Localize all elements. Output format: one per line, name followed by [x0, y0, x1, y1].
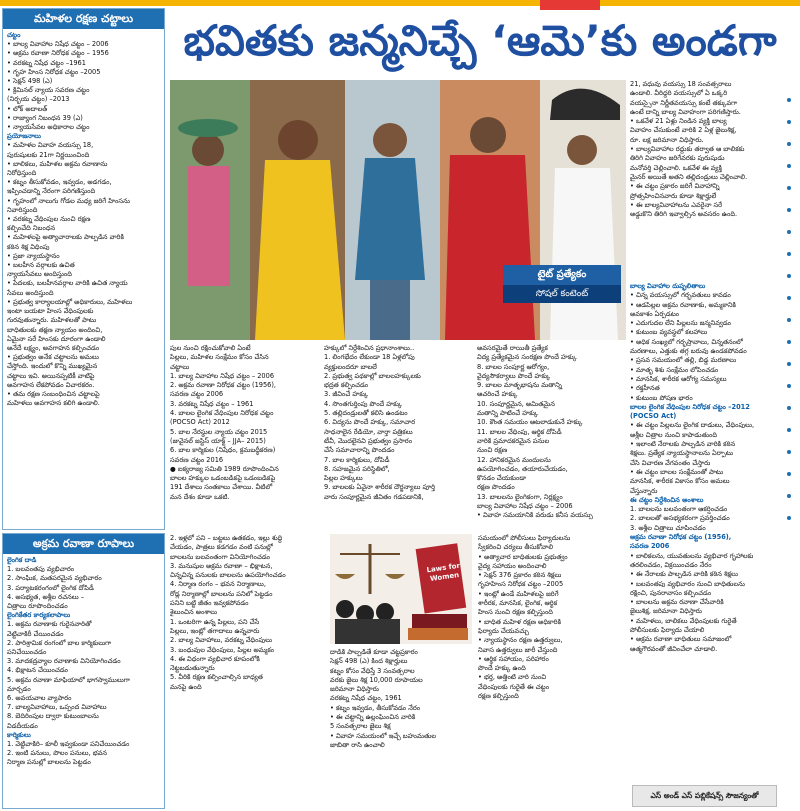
left_box.lines-line: అనేదే లక్ష్యం, అవగాహన కల్పించడం [7, 343, 100, 352]
text-line: వైద్యసౌకర్యాలు పొందే హక్కు [477, 371, 551, 380]
right_bot-line: • రక్తహీనత [630, 384, 660, 393]
right_bot-line: • ఈ నేరాలకు పాల్పడిన వారికి కఠిన శిక్షలు [630, 570, 739, 579]
text-line: పొందే హక్కు ఉంది [478, 664, 526, 673]
text-line: 191 దేశాలు సంతకాలు చేశాయి. వీటిలో [170, 483, 273, 492]
text-line: 6. బాల కార్మికుల (నిషేధం, క్రమబద్ధీకరణ) [170, 446, 276, 455]
text-line: మైనర్ అయితే అతని తల్లిదండ్రులు చెల్లించాలి. [630, 172, 748, 181]
right_bot-line: • మహిళలు, బాలికలు వేధింపులకు గురైతే [630, 616, 737, 625]
right_bot-line: • అధిక సంఖ్యలో గర్భస్రావాలు, చిన్నతనంలో [630, 337, 743, 346]
bottom_box.lines-line: 3. మాదకద్రవ్యాల రవాణాకు వినియోగించడం [7, 657, 121, 666]
text-line: 3. మనుషుల అక్రమ రవాణా – భిక్షాటన, [170, 561, 273, 570]
text-line: వరకు జైలు శిక్ష 10,000 రూపాయల [330, 675, 423, 684]
text-line: 3. వరకట్న నిషేధ చట్టం – 1961 [170, 399, 254, 408]
text-line: 2. ఇళ్లలో పని – బట్టలు ఉతకడం, ఇల్లు శుద్ధి [170, 534, 283, 542]
text-line: వారికి ప్రమాదకరమైన పనుల [477, 436, 550, 445]
text-line: చట్టాలు [170, 362, 190, 371]
text-line: తిరిగి వివాహం జరిగేవరకు పురుషుడు [630, 154, 725, 163]
left_box.lines-line: గురవుతున్నారు. మహిళలతో పాటు [7, 316, 97, 325]
box-title: అక్రమ రవాణా రూపాలు [3, 534, 164, 554]
page-headline: భవితకు జన్మనిచ్చే ‘ఆమె’కు అండగా [183, 16, 777, 65]
text-line: కొనడం చేయకుండా [477, 474, 527, 483]
right_bot-line: • మాతృ శిశు సంక్షేమం లోపించడం [630, 365, 719, 374]
right_bot-line: చేసి విచారణ వేగవంతం చేస్తారు [630, 458, 711, 467]
right_bot-line: రక్షించి, పునరావాసం కల్పించడం [630, 588, 712, 597]
text-line: హింస నుంచి రక్షణ కల్పిస్తుంది [478, 608, 553, 617]
text-line: శైలుంచిన అంశాలు [170, 608, 218, 617]
left_box.lines-line: • పేదలకు, బలహీనవర్గాల వారికి ఉచిత న్యాయ [7, 279, 128, 288]
left_box.lines-line: • ప్రభుత్వ కార్యాలయాల్లో అధికారులు, మహిళలు [7, 297, 133, 306]
right_bot-line: • ఈ చట్టం పిల్లలను లైంగిక దాడులు, వేధింపులు, [630, 421, 755, 430]
text-line: 3. బంధువుల వేధింపులు, పిల్లల అమ్మకం [170, 645, 275, 654]
text-line: 4. సొంతగుర్తింపు పొందే హక్కు [324, 399, 402, 408]
bottom_box.lines-line: 5. అక్రమ రవాణా మాఫియాలో భాగస్వాములుగా [7, 675, 130, 684]
left_box.lines-line: నివారిస్తుంది [7, 205, 38, 214]
bottom_box.lines-line: 1. వెట్టిచాకిరి– కూలీ ఇవ్వకుండా పనిచేయించడం [7, 740, 130, 749]
right_bot-line: • బలవంతపు వ్యభిచారం నుంచి బాధితులను [630, 579, 745, 588]
article-column-bottom-3 [330, 648, 475, 810]
bottom_box.lines-line: కార్మికులు [7, 730, 31, 739]
text-line: (POCSO Act) 2012 [170, 418, 230, 427]
text-line: • ఈ చట్టాన్ని ఉల్లంఘించిన వారికి [330, 713, 416, 722]
text-line: ఉండాలి. వీరిద్దరి వయస్సులో ఏ ఒక్కరి [630, 89, 728, 98]
right_bot-line: • కుటుంబ వ్యవస్థలో కలహాలు [630, 328, 708, 337]
text-line: 2. అక్రమ రవాణా నిరోధక చట్టం (1956), [170, 381, 277, 390]
right_bot-line: • కుటుంబ పోషణ భారం [630, 393, 693, 402]
text-line: 9. బాలలకు ఏవైనా శారీరక దౌర్జన్యాలు పూర్తి [324, 483, 436, 492]
text-line: నెట్టబడుతున్నారు [170, 664, 215, 673]
text-line: టీవీ, మొదలైనవి ప్రభుత్వం ప్రసారం [324, 436, 413, 445]
trafficking-list [3, 554, 164, 770]
left_box.lines-line: • అక్రమ రవాణా నిరోధక చట్టం – 1956 [7, 49, 109, 58]
text-line: చేయడం, పాత్రలు కడగడం వంటి పనుల్లో [170, 543, 273, 552]
text-line: 4. బాలల లైంగిక వేధింపుల నిరోధక చట్టం [170, 409, 274, 418]
bottom_box.lines-line: మార్చడం [7, 684, 31, 693]
text-line: వరకట్న నిషేధ చట్టం, 1961 [330, 694, 402, 703]
right_bot-line: • ప్రసవ సమయంలో తల్లి, బిడ్డ మరణాలు [630, 356, 737, 365]
text-line: 6. విద్యను పొందే హక్కు, సమాచార [324, 418, 416, 427]
text-line: సవరణ చట్టం 2006 [170, 390, 224, 399]
text-line: మన దేశం కూడా ఒకటి. [170, 492, 230, 501]
women-protection-laws-box [2, 8, 165, 530]
left_box.lines-line: • ప్రజా న్యాయస్థానం [7, 251, 60, 260]
left_box.lines-line: • వరకట్న వేధింపుల నుంచి రక్షణ [7, 215, 91, 224]
bottom_box.lines-line: లైంగికేతర కార్యకలాపాలు [7, 611, 71, 620]
text-line: • ఒకవేళ 21 ఏళ్లు నిండిన వ్యక్తి బాల్య [630, 117, 727, 126]
book-label: Laws for Women [426, 561, 461, 583]
left_box.lines-line: • తమ రక్షణ సంబంధించిన చట్టాలపై [7, 389, 100, 398]
scales-and-books-illustration [330, 534, 472, 644]
text-line: • వివాహ సమయంలో ఇచ్చే బహుమతుల [330, 731, 437, 740]
left_box.lines-line: ఏమైనా సరే హింసకు దూరంగా ఉండాలి [7, 334, 106, 343]
text-line: అవసరమైతే రాయితీ ప్రత్యేక [477, 344, 548, 352]
author-tag: సోషల్ కంటెంట్ [503, 285, 621, 303]
text-line: రోడ్ల నిర్మాణాల్లో బాలలను పనిలో పెట్టడం [170, 589, 273, 598]
text-line: భద్రత కల్పించడం [324, 381, 369, 390]
text-line: 4. నిర్మాణ రంగం – భవన నిర్మాణాలు, [170, 580, 266, 589]
right_bot-line: 1. బాలలను బలవంతంగా ఆకర్షించడం [630, 505, 728, 514]
right_bot-line: చేస్తున్నారు [630, 486, 658, 495]
left_box.lines-line: • రాజ్యాంగ నిబంధన 39 (ఎ) [7, 113, 83, 122]
right_bot-line: 3. అశ్లీల చిత్రాలు చూపించడం [630, 523, 706, 532]
text-line: అడ్డుకొని తిరిగి ఇవ్వాల్సిన అవసరం ఉంది. [630, 210, 738, 219]
left_box.lines-line: బాధితులకు తక్షణ న్యాయం అందించి, [7, 325, 103, 334]
text-line: మతాన్ని పాటించే హక్కు [477, 409, 538, 418]
text-line: నివాస ఉత్తర్వులు జారీ చేస్తుంది [478, 645, 558, 654]
text-line: • ఈ చట్టం ప్రకారం జరిగే వివాహాన్ని [630, 182, 720, 191]
text-line: ఉపయోగించడం, తయారుచేయడం, [477, 464, 568, 473]
text-line: మనోవర్తి చెల్లించాలి. ఒకవేళ ఈ వ్యక్తి [630, 163, 722, 172]
text-line: ఫిర్యాదు చేయవచ్చు [478, 626, 529, 635]
left_box.lines-line: చట్టం [7, 31, 21, 39]
publisher-credit: ఎస్ అండ్ ఎస్ పబ్లికేషన్స్ సౌజన్యంతో [632, 785, 777, 807]
women-photo-collage [170, 80, 626, 340]
right_bot-line: 2. బాలలతో అసభ్యకరంగా ప్రవర్తించడం [630, 514, 730, 523]
text-line: పిల్లల హక్కులు [324, 474, 363, 483]
text-line: 11. బాలల వేధింపు, ఆర్థిక దోపిడీ [477, 427, 562, 436]
left_box.lines-line: మహిళలు అవగాహన కలిగి ఉండాలి. [7, 399, 100, 408]
article-column-bottom-2 [170, 534, 330, 810]
left_box.lines-line: • సెక్షన్ 498 (ఎ) [7, 77, 53, 86]
text-line: పిల్లలు, ఇంట్లో తగాదాలు ఉన్నవారు [170, 626, 260, 635]
text-line: పిల్లలు, మహిళల సంక్షేమం కోసం చేసిన [170, 353, 269, 362]
article-column-2 [324, 344, 474, 524]
laws-list [3, 29, 164, 410]
bottom_box.lines-line: చిత్రాలు రూపొందించడం [7, 602, 68, 611]
text-line: • ఇంట్లో ఉండే మహిళలపై జరిగే [478, 589, 559, 598]
right_bot-line: ఆత్మగౌరవంతో జీవించేలా చూడాలి. [630, 644, 718, 653]
text-line: పుల నుంచి రక్షించుకోవాలి ఏంటే [170, 344, 251, 352]
right_bot-line: తరలించడం, విక్రయించడం నేరం [630, 560, 712, 569]
text-line: 8. బాలల సంపూర్ణ ఆరోగ్యం, [477, 362, 550, 371]
right_bot-line: ఈ చట్టం నిర్దేశించిన అంశాలు [630, 495, 704, 504]
text-line: కట్నం కోసం వేధిస్తే 3 సంవత్సరాల [330, 666, 415, 675]
left_box.lines-line: • వరకట్న నిషేధ చట్టం –1961 [7, 58, 86, 67]
text-line: 21, వధువు వయస్సు 18 సంవత్సరాలు [630, 80, 732, 88]
left_box.lines-line: చేస్తోంది. ఇందులో కొన్ని ముఖ్యమైన [7, 362, 98, 371]
text-line: ఉంటే దాన్ని బాల్య వివాహంగా పరిగణిస్తారు. [630, 107, 741, 116]
bottom_box.lines-line: 4. అసభ్యత, అశ్లీల రచనలు – [7, 592, 85, 601]
text-line: బాల్య వివాహాల నిషేధ చట్టం – 2006 [477, 502, 573, 511]
article-column-right-bottom [630, 282, 775, 782]
right_bot-line: • బాలలను అక్రమ రవాణా చేసేవారికి [630, 598, 724, 607]
text-line: 5. బాల నేరస్థుల న్యాయ చట్టం 2015 [170, 427, 268, 436]
text-line: 12. హానికరమైన మందులను [477, 455, 551, 464]
text-line: 10. కౌంత సమయం ఆటలాడుకునే హక్కు [477, 418, 583, 427]
bottom_box.lines-line: 7. బాల్యవివాహాలు, ఒప్పంద వివాహాలు [7, 703, 107, 712]
left_box.lines-line: ఇప్పించడాన్ని నేరంగా పరిగణిస్తుంది [7, 187, 96, 196]
text-line: రక్షణ పొందడం [477, 483, 515, 492]
right_bot-line: అవకాశం ఏర్పడటం [630, 309, 680, 318]
right_bot-line: • ఆడపిల్లల అక్రమ రవాణాకు, అమ్మకానికి [630, 300, 736, 309]
text-line: 7. బాల కార్మికులు, దోపిడీ [324, 455, 390, 464]
article-column-1 [170, 344, 320, 524]
trafficking-forms-box [2, 533, 165, 809]
text-line: పనిని బట్టి జీతం ఇవ్వకపోవడం [170, 599, 249, 608]
text-line: (జువైనల్ జస్టిస్ యాక్ట్ – JJA– 2015) [170, 436, 266, 445]
right_bot-line: (POCSO Act) [630, 412, 677, 421]
text-line: • న్యాయస్థానం రక్షణ ఉత్తర్వులు, [478, 636, 563, 645]
text-line: 2. ప్రభుత్వ పథకాల్లో బాలలహక్కులకు [324, 371, 421, 380]
text-line: 5 సంవత్సరాల జైలు శిక్ష [330, 722, 391, 731]
text-line: 9. బాలల మాతృభాషను మతాన్ని [477, 381, 563, 390]
right_bot-line: సవరణ 2006 [630, 542, 670, 551]
text-line: బాలల హక్కుల ఒడంబడికపై ఒడంబడికపై [170, 474, 276, 483]
left_box.lines-line: • న్యాయసేవల అధికారాల చట్టం [7, 123, 90, 132]
text-line: వారు సంపూర్ణమైన జీవితం గడపడానికి, [324, 492, 424, 501]
box-title: మహిళల రక్షణ చట్టాలు [3, 9, 164, 29]
text-line: • బాల్యవివాహాల రద్దుకు తర్వాత ఆ బాలికకు [630, 145, 745, 154]
bottom_box.lines-line: విడదీయడం [7, 721, 38, 730]
text-line: ● ఐక్యరాజ్య సమితి 1989 రూపొందించిన [170, 464, 279, 473]
left_box.lines-line: • బలహీన వర్గాలకు ఉచిత [7, 261, 75, 270]
right_bot-line: • బాలికలను, యువతులను వ్యభిచార గృహాలకు [630, 551, 754, 560]
left_box.lines-line: • గృహ హింస నిరోధక చట్టం –2005 [7, 67, 101, 76]
bottom_box.lines-line: లైంగిక దాడి [7, 556, 37, 564]
article-column-right-top [630, 80, 775, 280]
text-line: నుంచి రక్షణ [477, 446, 508, 455]
bottom_box.lines-line: 8. బెదిరింపుల ద్వారా కుటుంబాలను [7, 712, 99, 721]
text-line: బాలలను బలవంతంగా వినియోగించడం [170, 552, 270, 561]
text-line: హక్కులో నిర్దేశించిన ప్రధానాంశాలు.. [324, 344, 415, 352]
right_bot-line: • చిన్న వయస్సులో గర్భవతులు కావడం [630, 291, 731, 300]
left_box.lines-line: ఇంటా బయటా హింస వేధింపులకు [7, 307, 94, 316]
text-line: వేధింపులకు గురైతే ఈ చట్టం [478, 682, 550, 691]
right_bot-line: మానసిక, శారీరక వికాసం కోసం అమలు [630, 477, 730, 486]
bottom_box.lines-line: 2. ఇంటి పనులు, పొలం పనులు, భవన [7, 749, 108, 758]
article-column-bottom-4 [478, 534, 628, 810]
bottom_box.lines-line: పనిచేయించడం [7, 648, 47, 657]
text-line: • కట్నం ఇవ్వడం, తీసుకోవడం నేరం [330, 703, 421, 712]
text-line: గృహహింస నిరోధక చట్టం –2005 [478, 580, 564, 589]
text-line: రూ. లక్ష జరిమానా విధిస్తారు. [630, 135, 704, 144]
text-line: • సెక్షన్ 376 ప్రకారం కఠిన శిక్షలు [478, 571, 562, 580]
right_bot-line: మరణాలు, ఎత్తుకు తగ్గ బరువు ఉండకపోవడం [630, 347, 747, 356]
text-line: • ఆర్థిక సహాయం, పరిహారం [478, 654, 549, 663]
text-line: 8. సహజమైన పరిస్థితిలో, [324, 464, 390, 473]
left_box.lines-line: నిరోధిస్తుంది [7, 169, 37, 178]
left_box.lines-line: • మహిళల వివాహ వయస్సు 18, [7, 141, 94, 150]
text-line: 1. ఒంటరిగా ఉన్న పిల్లలు, పని చేసే [170, 617, 260, 626]
text-line: సవరణ చట్టం 2016 [170, 455, 224, 464]
text-line: 3. జీవించే హక్కు [324, 390, 369, 399]
text-line: 2. బాల్య వివాహాలు, వరకట్న వేధింపులు [170, 636, 273, 645]
right_bot-line: • అక్రమ రవాణా బాధితులు సమాజంలో [630, 635, 732, 644]
right_bot-line: పోలీసులకు ఫిర్యాదు చేయాలి [630, 625, 705, 634]
left_box.lines-line: అవగాహన లేకపోవడం విచారకరం. [7, 380, 95, 389]
text-line: జరిమానా విధిస్తారు [330, 685, 379, 694]
left_box.lines-line: • ప్రభుత్వం అనేక చట్టాలను అమలు [7, 353, 99, 362]
text-line: చేసే సమాచారాన్ని పొందడం [324, 446, 395, 455]
left_box.lines-line: • క్రిమినల్ న్యాయ సవరణ చట్టం [7, 86, 90, 95]
top-color-strip [0, 0, 800, 6]
text-line: విద్య ప్రత్యేకమైన సంరక్షణ పొందే హక్కు [477, 353, 577, 362]
text-line: వయస్సైనా నిర్ణీతవయస్సు కంటే తక్కువగా [630, 98, 738, 107]
left_box.lines-line: • బాల్య వివాహాల నిషేధ చట్టం – 2006 [7, 40, 109, 49]
left_box.lines-line: పురుషులకు 21గా నిర్ణయించింది [7, 150, 90, 159]
text-line: • భర్త, అత్తింటి వారి నుంచి [478, 673, 547, 682]
text-line: స్వీకరించి చర్యలు తీసుకోవాలి [478, 543, 554, 552]
bottom_box.lines-line: 2. సాంఘిక, మతపరమైన వ్యభిచారం [7, 574, 102, 583]
text-line: దాడికి పాల్పడితే కూడా చట్టప్రకారం [330, 648, 418, 656]
right_bot-line: • ఎదుగుదల లేని పిల్లలను జన్మనివ్వడం [630, 319, 731, 328]
right-margin-bullets [780, 80, 798, 800]
left_box.lines-line: సేవలు అందిస్తుంది [7, 288, 54, 297]
text-line: 5. తల్లిదండ్రులతో కలిసి ఉండటం [324, 409, 408, 418]
text-line: ఆచరించే హక్కు [477, 390, 518, 399]
text-line: శారీరక, మానసిక, లైంగిక, ఆర్థిక [478, 599, 558, 608]
text-line: 1. బాల్య వివాహాల నిషేధ చట్టం – 2006 [170, 371, 275, 380]
text-line: • అత్యాచార బాధితులకు ప్రభుత్వం [478, 552, 568, 561]
left_box.lines-line: • మహిళలపై అత్యాచారాలకు పాల్పడిన వారికి [7, 233, 124, 242]
text-line: సాధనాలైన రేడియో, వార్తా పత్రికలు [324, 427, 413, 436]
right_bot-line: • ఇలాంటి నేరాలకు పాల్పడిన వారికి కఠిన [630, 440, 736, 449]
text-line: వివాహం చేసుకుంటే వారికి 2 ఏళ్ల జైలుశిక్ష, [630, 126, 737, 135]
text-line: వ్యక్తులందరూ బాలలే [324, 362, 377, 371]
text-line: • బాధిత మహిళ రక్షణ అధికారికి [478, 617, 562, 626]
right_bot-line: జైలుశిక్ష, జరిమానా విధిస్తారు [630, 607, 702, 616]
left_box.lines-line: కల్పించేది నిబంధన [7, 224, 56, 233]
bottom_box.lines-line: 1. బలవంతపు వ్యభిచారం [7, 565, 75, 574]
right_bot-line: • మానసిక, శారీరక ఆరోగ్య సమస్యలు [630, 374, 727, 383]
text-line: వైద్య సహాయం అందించాలి [478, 561, 547, 570]
left_box.lines-line: ప్రయోజనాలు [7, 132, 41, 141]
text-line: జాబితా రాసి ఉంచాలి [330, 740, 385, 749]
left_box.lines-line: (నిర్భయ చట్టం) –2013 [7, 95, 70, 104]
text-line: సమయంలో పోలీసులు ఫిర్యాదులను [478, 534, 571, 542]
bottom_box.lines-line: 2. పారిశ్రామిక రంగంలో బాల కార్మికులుగా [7, 638, 112, 647]
special-feature-tag: టైట్ ప్రత్యేకం [503, 265, 621, 285]
text-line: చిన్నచిన్న పనులకు బాలలను ఉపయోగించడం [170, 571, 286, 580]
right_bot-line: బాల్య వివాహాల దుష్ఫలితాలు [630, 282, 706, 290]
right_bot-line: అక్రమ రవాణా నిరోధక చట్టం (1956), [630, 533, 732, 542]
text-line: 10. సంపూర్ణమైన, అమితమైన [477, 399, 555, 408]
bottom_box.lines-line: నిర్మాణ పనుల్లో బాలలను పెట్టడం [7, 758, 91, 767]
bottom_box.lines-line: వెట్టిచాకిరీ చేయించడం [7, 629, 64, 638]
text-line: 1. లింగభేదం లేకుండా 18 ఏళ్లలోపు [324, 353, 415, 362]
bottom_box.lines-line: 1. అక్రమ రవాణాకు గురైనవారితో [7, 620, 92, 629]
text-line: సెక్షన్ 498 (ఎ) కింద శిక్షార్హులు [330, 657, 408, 666]
article-column-3 [477, 344, 627, 524]
right_bot-line: • ఈ చట్టం బాలల సంక్షేమంతో పాటు [630, 467, 724, 476]
text-line: మనపై ఉంది [170, 682, 202, 691]
right_bot-line: అశ్లీల చిత్రాల నుంచి కాపాడుతుంది [630, 430, 717, 439]
text-line: 4. ఈ విధంగా వ్యభిచార కూపంలోకి [170, 654, 260, 663]
top-accent-bar [540, 0, 600, 10]
right_bot-line: శిక్షలు. ప్రత్యేక న్యాయస్థానాలను ఏర్పాటు [630, 449, 734, 458]
bottom_box.lines-line: 6. అవయవాల వ్యాపారం [7, 694, 72, 703]
left_box.lines-line: • గృహంలో నాలుగు గోడల మధ్య జరిగే హింసను [7, 196, 130, 205]
left_box.lines-line: • బాలికలు, మహిళల అక్రమ రవాణాను [7, 159, 108, 168]
text-line: రక్షణ కల్పిస్తుంది [478, 692, 519, 701]
left_box.lines-line: కఠిన శిక్ష విధింపు [7, 242, 50, 251]
text-line: 5. వీరికి రక్షణ కల్పించాల్సిన బాధ్యత [170, 673, 263, 682]
justice-illustration [330, 534, 472, 644]
text-line: • ఈ బాల్యవివాహాలను ఎవరైనా సరే [630, 200, 723, 209]
text-line: ప్రోత్సహించినవారు కూడా శిక్షార్హులే [630, 191, 717, 200]
left_box.lines-line: • లోక్ అదాలత్ [7, 104, 48, 113]
bottom_box.lines-line: 3. పర్యాటకరంగంలో లైంగిక దోపిడీ [7, 583, 94, 592]
left_box.lines-line: న్యాయసేవలు అందిస్తుంది [7, 270, 72, 279]
left_box.lines-line: • కట్నం తీసుకోవడం, ఇవ్వడం, అడగడం, [7, 178, 112, 187]
right_bot-line: బాలల లైంగిక వేధింపుల నిరోధక చట్టం –2012 [630, 402, 750, 411]
text-line: 13. బాలలను లైంగికంగా, నిర్లక్ష్యం [477, 492, 563, 501]
left_box.lines-line: చట్టాలు ఇవి. అయినప్పటికీ వాటిపై [7, 371, 95, 380]
bottom_box.lines-line: 4. భిక్షాటన చేయించడం [7, 666, 68, 675]
text-line: • వివాహ సమయానికి వరుడు కనీస వయస్సు [477, 511, 593, 520]
